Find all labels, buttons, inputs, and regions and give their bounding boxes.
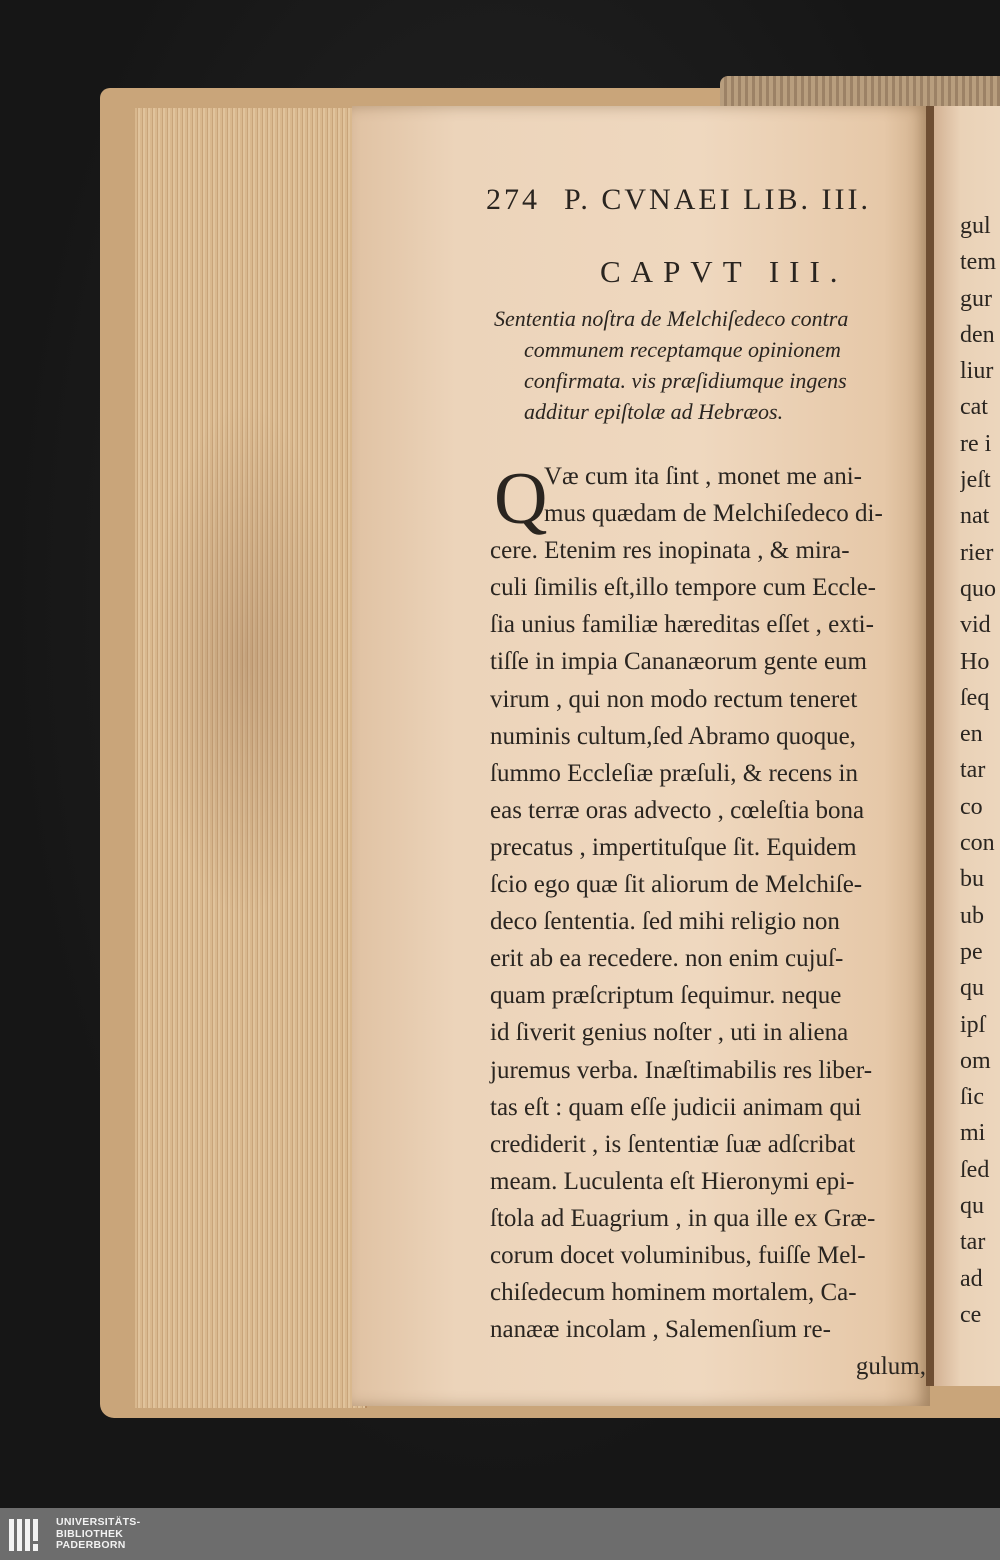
right-page-line: rier xyxy=(960,539,994,566)
right-page-line: quo xyxy=(960,575,996,602)
library-footer-bar xyxy=(0,1508,1000,1560)
body-line: crediderit , is ſententiæ ſuæ adſcribat xyxy=(490,1130,856,1158)
body-line: juremus verba. Inæſtimabilis res liber- xyxy=(490,1056,873,1084)
right-page-line: ub xyxy=(960,902,984,929)
running-head: P. CVNAEI LIB. III. xyxy=(564,183,871,216)
library-name xyxy=(56,1517,140,1552)
chapter-heading: CAPVT III. xyxy=(600,254,848,289)
right-page-line: gur xyxy=(960,285,992,312)
body-line: deco ſententia. ſed mihi religio non xyxy=(490,908,840,936)
right-page-line: den xyxy=(960,321,995,348)
page-number: 274 xyxy=(486,183,540,216)
page-edge-stain xyxy=(150,400,340,920)
body-line: virum , qui non modo rectum teneret xyxy=(490,685,858,713)
right-page-line: liur xyxy=(960,358,994,385)
right-page-text xyxy=(960,208,1000,1333)
right-page-line: ſed xyxy=(960,1156,990,1183)
body-line: meam. Luculenta eſt Hieronymi epi- xyxy=(490,1167,855,1195)
body-line: Væ cum ita ſint , monet me ani- xyxy=(544,463,862,490)
right-page-line: Ho xyxy=(960,648,990,675)
right-page-line: con xyxy=(960,830,995,857)
library-logo-icon xyxy=(6,1515,46,1555)
right-page-line: ad xyxy=(960,1265,983,1292)
body-line: quam præſcriptum ſequimur. neque xyxy=(490,982,842,1010)
right-page-line: ipſ xyxy=(960,1011,986,1038)
right-page-line: re i xyxy=(960,430,992,457)
chapter-summary xyxy=(494,303,926,427)
right-page-line: qu xyxy=(960,975,984,1002)
body-line: nanææ incolam , Salemenſium re- xyxy=(490,1316,831,1344)
right-page-line: co xyxy=(960,793,983,820)
body-line: culi ſimilis eſt,illo tempore cum Eccle- xyxy=(490,574,876,602)
body-text xyxy=(490,458,926,1385)
right-page-line: bu xyxy=(960,866,984,893)
right-page-line: pe xyxy=(960,938,983,965)
right-page-line: ce xyxy=(960,1301,982,1328)
library-name-line: BIBLIOTHEK xyxy=(56,1527,124,1540)
right-page-line: nat xyxy=(960,503,990,530)
body-line: ſtola ad Euagrium , in qua ille ex Græ- xyxy=(490,1204,876,1232)
body-line: ſcio ego quæ ſit aliorum de Melchiſe- xyxy=(490,871,863,899)
right-page-line: qu xyxy=(960,1193,984,1220)
catchword: gulum, xyxy=(855,1353,926,1381)
right-page-line: gul xyxy=(960,213,991,239)
book-gutter xyxy=(926,106,934,1386)
summary-line: Sententia noſtra de Melchiſedeco contra xyxy=(494,306,849,331)
body-line: erit ab ea recedere. non enim cujuſ- xyxy=(490,945,844,973)
right-page-line: tem xyxy=(960,249,996,276)
body-line: tas eſt : quam eſſe judicii animam qui xyxy=(490,1093,862,1121)
body-line: id ſiverit genius noſter , uti in aliena xyxy=(490,1019,849,1047)
body-line: precatus , impertituſque ſit. Equidem xyxy=(490,833,857,861)
library-name-line: UNIVERSITÄTS- xyxy=(56,1516,141,1528)
body-line: tiſſe in impia Cananæorum gente eum xyxy=(490,648,868,676)
body-line: corum docet voluminibus, fuiſſe Mel- xyxy=(490,1241,866,1269)
body-line: ſia unius familiæ hæreditas eſſet , exti- xyxy=(490,611,874,639)
right-page-line: vid xyxy=(960,612,991,639)
body-line: mus quædam de Melchiſedeco di- xyxy=(544,500,883,528)
right-page-line: mi xyxy=(960,1120,986,1147)
summary-line: communem receptamque opinionem xyxy=(524,337,841,362)
body-line: chiſedecum hominem mortalem, Ca- xyxy=(490,1279,857,1307)
body-line: numinis cultum,ſed Abramo quoque, xyxy=(490,722,856,750)
right-page-line: ſic xyxy=(960,1084,984,1111)
running-header xyxy=(486,183,916,217)
right-page-line: om xyxy=(960,1047,991,1074)
right-page-line: ſeq xyxy=(960,684,990,711)
summary-line: additur epiſtolæ ad Hebræos. xyxy=(524,399,784,424)
right-page-line: tar xyxy=(960,757,986,784)
right-page-line: jeſt xyxy=(960,467,991,494)
right-page-line: tar xyxy=(960,1229,986,1256)
body-line: ſummo Eccleſiæ præſuli, & recens in xyxy=(490,759,858,787)
body-line: eas terræ oras advecto , cœleſtia bona xyxy=(490,796,865,824)
drop-capital: Q xyxy=(494,458,548,540)
summary-line: confirmata. vis præſidiumque ingens xyxy=(524,368,847,393)
body-line: cere. Etenim res inopinata , & mira- xyxy=(490,537,850,565)
library-name-line: PADERBORN xyxy=(56,1539,126,1551)
right-page-line: en xyxy=(960,721,983,748)
right-page-line: cat xyxy=(960,394,988,421)
